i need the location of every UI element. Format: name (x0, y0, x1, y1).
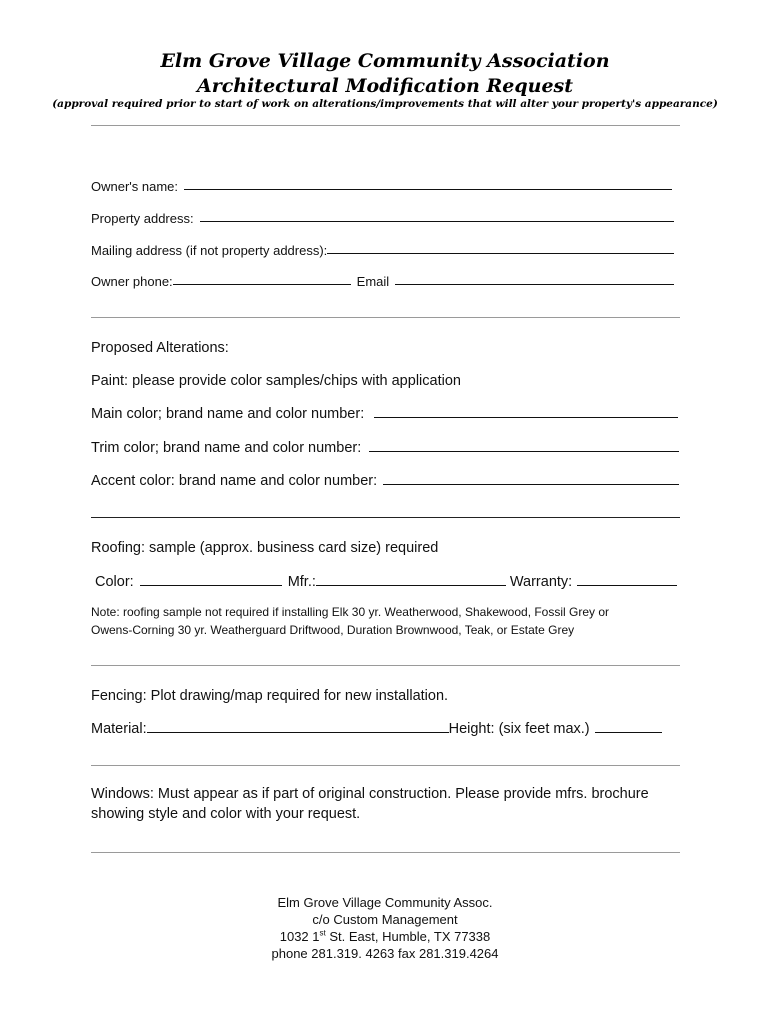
fencing-heading-text: Fencing: Plot drawing/map required for new installation. (91, 688, 449, 704)
form-title: Elm Grove Village Community Association (160, 50, 610, 72)
footer-street (0, 928, 770, 945)
fence-material-label: Material: (91, 721, 147, 737)
roof-color-label: Color: (95, 574, 134, 590)
form-subtitle: Architectural Modification Request (196, 75, 574, 97)
footer-street-suffix: st (319, 928, 326, 938)
main-color-label: Main color; brand name and color number: (91, 406, 365, 422)
accent-color-label: Accent color: brand name and color number: (91, 473, 378, 489)
mailing-address-label: Mailing address (if not property address): (91, 243, 328, 258)
footer-street-number: 1032 1 (279, 929, 320, 944)
roof-warranty-field[interactable] (577, 585, 677, 586)
owner-name-row (91, 176, 680, 194)
divider (91, 852, 680, 853)
paint-intro (91, 369, 680, 389)
owner-phone-field[interactable] (173, 284, 351, 285)
footer-phone: phone 281.319. 4263 fax 281.319.4264 (271, 946, 499, 961)
proposed-alterations-text: Proposed Alterations: (91, 340, 229, 356)
fence-material-field[interactable] (147, 732, 449, 733)
owner-phone-label: Owner phone: (91, 274, 173, 289)
property-address-field[interactable] (200, 221, 674, 222)
footer-address (0, 894, 770, 962)
footer-org: Elm Grove Village Community Assoc. (277, 895, 493, 910)
paint-intro-text: Paint: please provide color samples/chips with application (91, 373, 461, 389)
fence-height-label: Height: (six feet max.) (448, 721, 590, 737)
roof-color-field[interactable] (140, 585, 282, 586)
approval-note: (approval required prior to start of work on alterations/improvements that will alter your property's appearance) (52, 98, 718, 110)
property-address-row (91, 208, 680, 226)
phone-email-row (91, 271, 680, 289)
email-label: Email (356, 274, 390, 289)
fence-height-field[interactable] (595, 732, 662, 733)
mailing-address-row (91, 240, 680, 258)
accent-color-row (91, 469, 680, 489)
divider (91, 665, 680, 666)
divider (91, 125, 680, 126)
roof-mfr-label: Mfr.: (287, 574, 316, 590)
divider (91, 517, 680, 518)
trim-color-label: Trim color; brand name and color number: (91, 440, 362, 456)
roofing-details-row (95, 570, 677, 590)
owner-name-field[interactable] (184, 189, 672, 190)
fencing-heading (91, 684, 680, 704)
footer-care-of: c/o Custom Management (312, 912, 458, 927)
trim-color-row (91, 436, 680, 456)
trim-color-field[interactable] (369, 451, 679, 452)
accent-color-field[interactable] (383, 484, 679, 485)
footer-street-rest: St. East, Humble, TX 77338 (325, 929, 491, 944)
main-color-row (91, 402, 680, 422)
divider (91, 765, 680, 766)
roof-mfr-field[interactable] (316, 585, 506, 586)
roofing-note: Note: roofing sample not required if installing Elk 30 yr. Weatherwood, Shakewood, Fossil Grey or Owens-Corning 30 yr. Weatherguard Driftwood, Duration Brownwood, Teak, or Estate Grey (91, 605, 610, 637)
proposed-alterations-heading (91, 336, 680, 356)
email-field[interactable] (395, 284, 674, 285)
roof-warranty-label: Warranty: (509, 574, 573, 590)
main-color-field[interactable] (374, 417, 678, 418)
windows-text: Windows: Must appear as if part of original construction. Please provide mfrs. brochure showing style and color with your request. (91, 786, 649, 822)
property-address-label: Property address: (91, 211, 194, 226)
roofing-heading-text: Roofing: sample (approx. business card size) required (91, 540, 439, 556)
divider (91, 317, 680, 318)
fencing-details-row (91, 717, 680, 737)
mailing-address-field[interactable] (327, 253, 674, 254)
roofing-heading (91, 536, 680, 556)
owner-name-label: Owner's name: (91, 179, 179, 194)
